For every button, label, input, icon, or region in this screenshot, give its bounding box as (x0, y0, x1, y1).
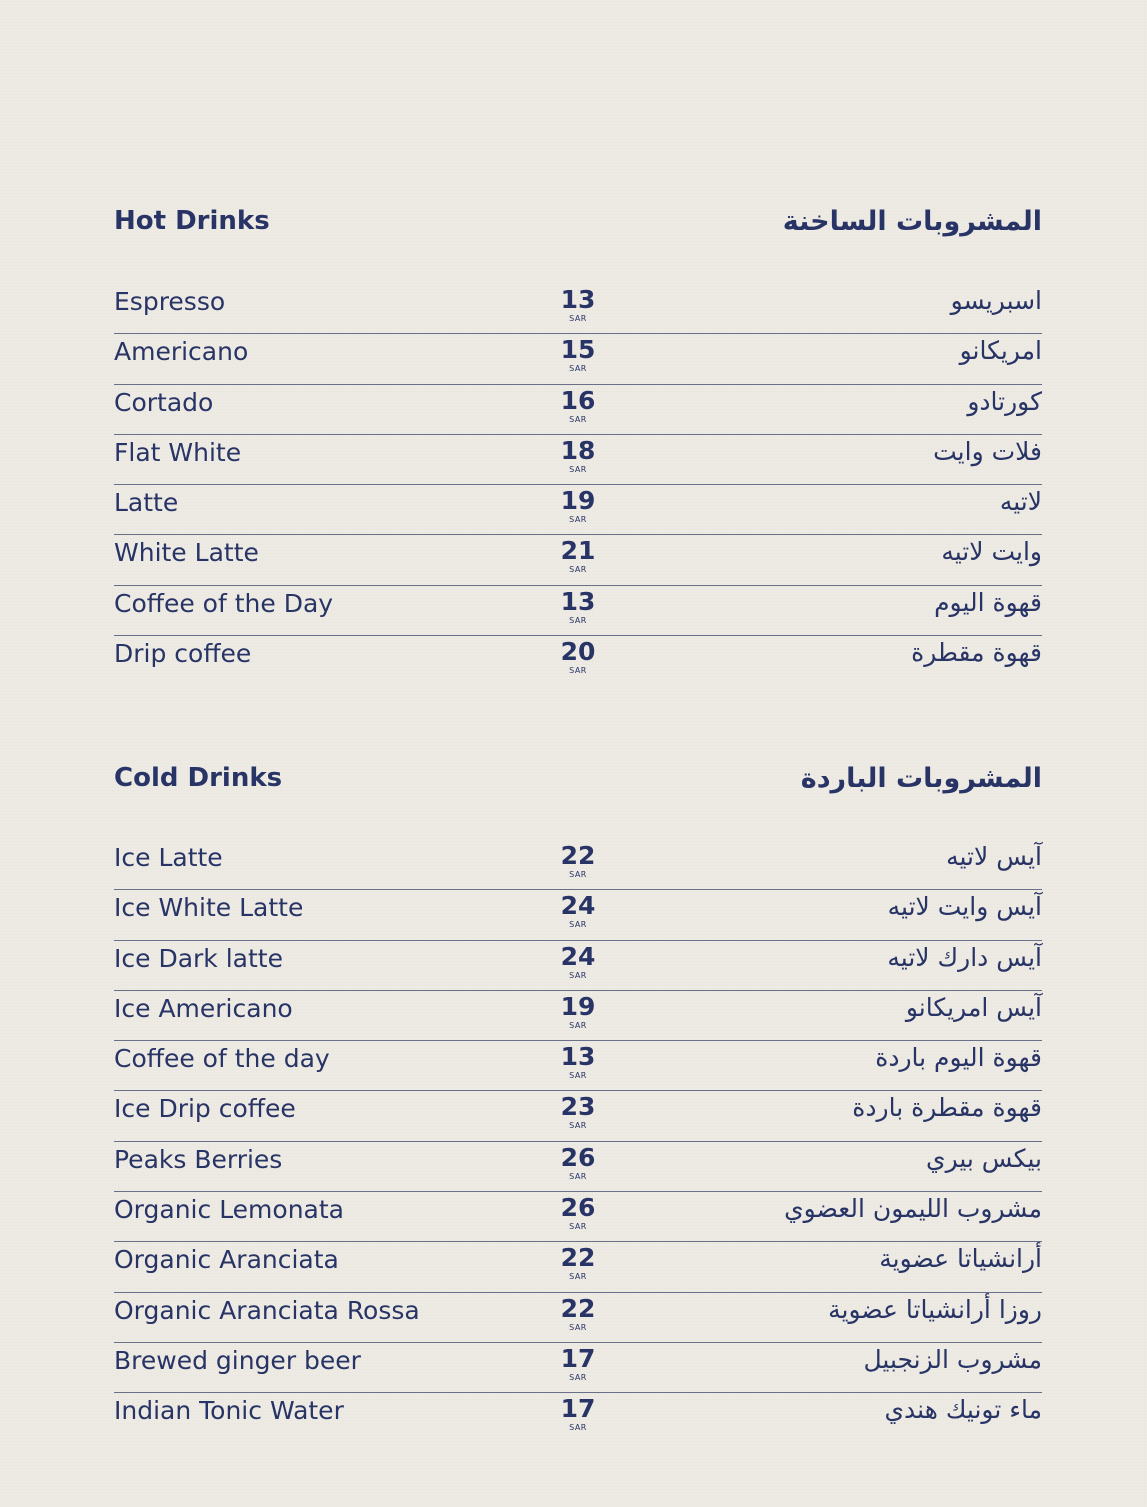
menu-item-row (114, 485, 1042, 535)
item-price-block (552, 1093, 604, 1130)
currency-label: SAR (569, 414, 587, 424)
currency-label: SAR (569, 1272, 587, 1282)
item-name-ar: آيس لاتيه (946, 842, 1042, 871)
section-title-ar: المشروبات الساخنة (782, 206, 1042, 237)
item-name-ar: مشروب الزنجبيل (863, 1344, 1042, 1374)
currency-label: SAR (569, 920, 587, 930)
currency-label: SAR (569, 1071, 587, 1081)
menu-item-row (114, 941, 1042, 991)
menu-item-row (114, 435, 1042, 485)
item-price-block (552, 387, 604, 424)
item-name-en: Cortado (114, 387, 214, 417)
item-name-ar: قهوة اليوم (934, 587, 1042, 617)
item-name-en: Coffee of the Day (114, 588, 334, 618)
item-name-en: Espresso (114, 287, 226, 316)
item-price-block (552, 1295, 604, 1332)
item-price-block (552, 1144, 604, 1181)
item-name-ar: قهوة مقطرة باردة (852, 1093, 1042, 1123)
menu-item-row (114, 636, 1042, 686)
item-price: 13 (560, 285, 596, 314)
item-name-en: White Latte (114, 538, 259, 568)
item-name-ar: قهوة مقطرة (911, 638, 1042, 668)
item-name-ar: آيس دارك لاتيه (887, 942, 1042, 972)
menu-item-row (114, 334, 1042, 384)
item-price-block (552, 943, 604, 980)
item-name-ar: بيكس بيري (926, 1143, 1042, 1173)
section-header (114, 763, 1042, 803)
item-price: 22 (560, 1243, 596, 1273)
currency-label: SAR (569, 615, 587, 625)
item-name-en: Latte (114, 488, 179, 518)
menu-item-row (114, 1393, 1042, 1443)
item-name-ar: كورتادو (967, 386, 1042, 416)
section-title-en: Cold Drinks (114, 763, 283, 793)
item-name-ar: امريكانو (959, 336, 1042, 366)
menu-item-row (114, 890, 1042, 940)
item-name-en: Ice Drip coffee (114, 1094, 296, 1124)
hot-drinks-section (114, 206, 1042, 676)
item-price: 17 (560, 1394, 596, 1424)
menu-list (114, 284, 1042, 686)
item-price: 19 (560, 486, 596, 516)
item-name-ar: ماء تونيك هندي (884, 1395, 1042, 1425)
item-price-block (552, 1345, 604, 1382)
menu-item-row (114, 1192, 1042, 1242)
item-name-ar: وايت لاتيه (941, 537, 1042, 567)
item-price-block (552, 1395, 604, 1432)
currency-label: SAR (569, 970, 587, 980)
menu-item-row (114, 535, 1042, 585)
item-price-block (552, 1244, 604, 1281)
currency-label: SAR (569, 1020, 587, 1030)
item-name-ar: أرانشياتا عضوية (879, 1244, 1042, 1274)
item-price: 23 (560, 1092, 596, 1122)
item-name-ar: قهوة اليوم باردة (875, 1043, 1042, 1073)
item-price: 15 (560, 335, 596, 365)
item-price: 26 (560, 1193, 596, 1223)
item-price-block (552, 336, 604, 373)
item-price: 24 (560, 891, 596, 921)
currency-label: SAR (569, 565, 587, 575)
item-price-block (552, 437, 604, 474)
item-name-en: Organic Lemonata (114, 1195, 344, 1225)
section-title-en: Hot Drinks (114, 206, 270, 236)
menu-item-row (114, 1293, 1042, 1343)
item-name-en: Flat White (114, 437, 242, 467)
section-title-ar: المشروبات الباردة (800, 763, 1042, 794)
item-name-en: Coffee of the day (114, 1044, 330, 1074)
menu-item-row (114, 586, 1042, 636)
item-price-block (552, 638, 604, 675)
currency-label: SAR (569, 1372, 587, 1382)
item-price-block (552, 286, 604, 323)
menu-item-row (114, 840, 1042, 890)
currency-label: SAR (569, 666, 587, 676)
item-price-block (552, 588, 604, 625)
currency-label: SAR (569, 364, 587, 374)
menu-item-row (114, 385, 1042, 435)
menu-item-row (114, 1041, 1042, 1091)
currency-label: SAR (569, 1222, 587, 1232)
menu-item-row (114, 991, 1042, 1041)
item-price: 17 (560, 1343, 596, 1373)
section-header (114, 206, 1042, 246)
item-price: 24 (560, 941, 596, 971)
item-price-block (552, 993, 604, 1030)
item-price-block (552, 1043, 604, 1080)
menu-item-row (114, 284, 1042, 334)
item-price: 18 (560, 435, 596, 465)
cold-drinks-section (114, 763, 1042, 1433)
item-price: 13 (560, 586, 596, 616)
item-price-block (552, 487, 604, 524)
item-name-en: Organic Aranciata Rossa (114, 1295, 420, 1325)
item-name-ar: فلات وايت (933, 436, 1042, 466)
item-price: 16 (560, 385, 596, 415)
menu-list (114, 840, 1042, 1444)
item-name-ar: لاتيه (999, 487, 1042, 517)
item-name-ar: آيس وايت لاتيه (887, 892, 1042, 922)
item-name-en: Ice Dark latte (114, 943, 283, 973)
item-name-en: Ice Americano (114, 993, 293, 1023)
item-price-block (552, 537, 604, 574)
menu-item-row (114, 1142, 1042, 1192)
menu-item-row (114, 1242, 1042, 1292)
currency-label: SAR (569, 1171, 587, 1181)
item-name-ar: آيس امريكانو (905, 992, 1042, 1022)
item-price: 19 (560, 991, 596, 1021)
menu-item-row (114, 1343, 1042, 1393)
item-name-en: Indian Tonic Water (114, 1396, 344, 1426)
item-price-block (552, 892, 604, 929)
item-name-en: Americano (114, 337, 249, 367)
item-name-en: Brewed ginger beer (114, 1345, 361, 1375)
item-name-ar: مشروب الليمون العضوي (784, 1194, 1042, 1224)
item-name-en: Ice White Latte (114, 893, 304, 923)
currency-label: SAR (569, 1121, 587, 1131)
currency-label: SAR (569, 464, 587, 474)
item-price: 20 (560, 637, 596, 667)
item-price: 22 (560, 841, 596, 870)
item-name-en: Drip coffee (114, 639, 252, 669)
item-price: 22 (560, 1293, 596, 1323)
item-price: 26 (560, 1142, 596, 1172)
currency-label: SAR (569, 314, 587, 323)
item-name-en: Organic Aranciata (114, 1245, 339, 1275)
currency-label: SAR (569, 870, 587, 879)
item-name-ar: روزا أرانشياتا عضوية (828, 1294, 1042, 1324)
item-price-block (552, 842, 604, 879)
currency-label: SAR (569, 1423, 587, 1433)
item-price: 13 (560, 1042, 596, 1072)
item-price-block (552, 1194, 604, 1231)
item-name-en: Peaks Berries (114, 1144, 283, 1174)
currency-label: SAR (569, 1322, 587, 1332)
item-price: 21 (560, 536, 596, 566)
item-name-ar: اسبريسو (950, 286, 1042, 315)
item-name-en: Ice Latte (114, 843, 223, 872)
currency-label: SAR (569, 515, 587, 525)
menu-item-row (114, 1091, 1042, 1141)
